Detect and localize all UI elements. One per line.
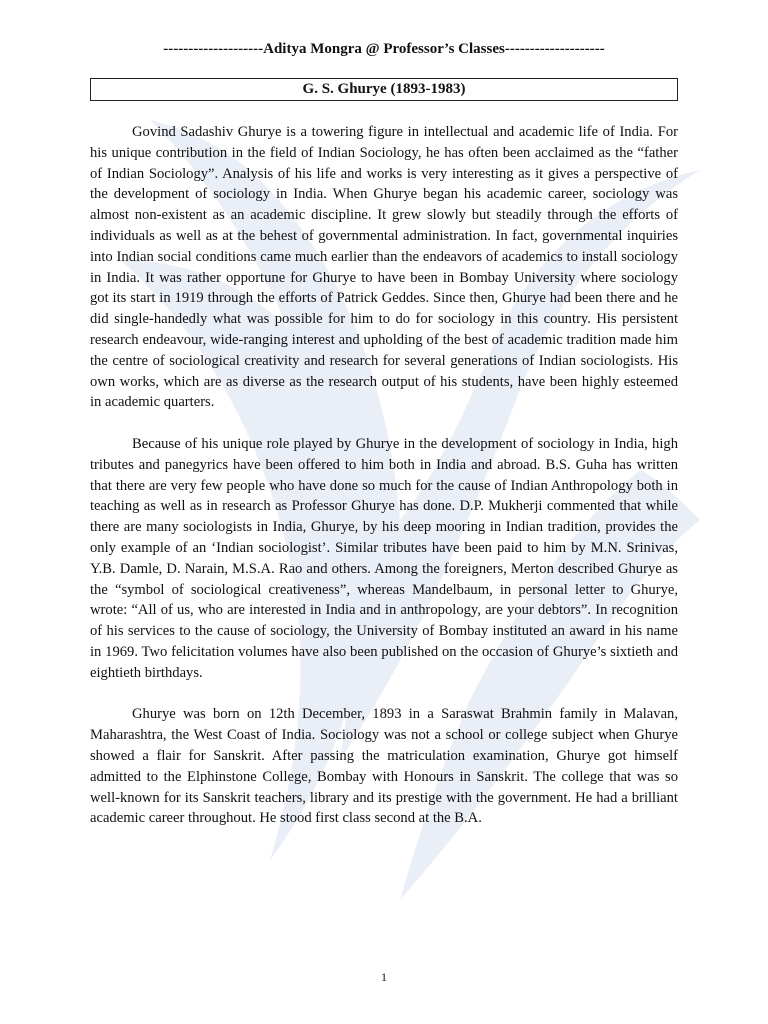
paragraph-3: Ghurye was born on 12th December, 1893 in a Saraswat Brahmin family in Malavan, Maharashtra, the West Coast of India. Sociology was not a school or college subject when Ghurye showed a flair for Sanskrit. After passing the matriculation examination, Ghurye got himself admitted to the Elphinstone College, Bombay with Honours in Sanskrit. The college that was so well-known for its Sanskrit teachers, library and its prestige with the government. He had a brilliant academic career throughout. He stood first class second at the B.A.: [90, 706, 678, 827]
document-page: [90, 38, 678, 829]
body-text: [90, 122, 678, 829]
page-header: --------------------Aditya Mongra @ Professor’s Classes--------------------: [163, 41, 605, 57]
document-title: G. S. Ghurye (1893-1983): [90, 78, 678, 101]
paragraph-2: Because of his unique role played by Ghurye in the development of sociology in India, high tributes and panegyrics have been offered to him both in India and abroad. B.S. Guha has written that there are very few people who have done so much for the cause of Indian Anthropology both in teaching as well as in research as Professor Ghurye has done. D.P. Mukherji commented that while there are many sociologists in India, Ghurye, by his deep mooring in Indian tradition, provides the only example of an ‘Indian sociologist’. Similar tributes have been paid to him by M.N. Srinivas, Y.B. Damle, D. Narain, M.S.A. Rao and others. Among the foreigners, Merton described Ghurye as the “symbol of sociological creativeness”, whereas Mandelbaum, in personal letter to Ghurye, wrote: “All of us, who are interested in India and in anthropology, are your debtors”. In recognition of his services to the cause of sociology, the University of Bombay instituted an award in his name in 1969. Two felicitation volumes have also been published on the occasion of Ghurye’s sixtieth and eightieth birthdays.: [90, 435, 678, 681]
page-number: 1: [381, 970, 387, 984]
paragraph-1: Govind Sadashiv Ghurye is a towering figure in intellectual and academic life of India. For his unique contribution in the field of Indian Sociology, he has often been acclaimed as the “father of Indian Sociology”. Analysis of his life and works is very interesting as it gives a perspective of the development of sociology in India. When Ghurye began his academic career, sociology was almost non-existent as an academic discipline. It grew slowly but steadily through the efforts of individuals as well as at the behest of governmental administration. In fact, governmental inquiries into Indian social conditions came much earlier than the endeavors of academics to install sociology in India. It was rather opportune for Ghurye to have been in Bombay University where sociology got its start in 1919 through the efforts of Patrick Geddes. Since then, Ghurye had been there and he did single-handedly what was possible for him to do for sociology in this country. His persistent research endeavour, wide-ranging interest and upholding of the best of academic tradition made him the centre of sociological creativity and research for several generations of Indian sociologists. His own works, which are as diverse as the research output of his students, have been highly esteemed in academic quarters.: [90, 124, 678, 411]
